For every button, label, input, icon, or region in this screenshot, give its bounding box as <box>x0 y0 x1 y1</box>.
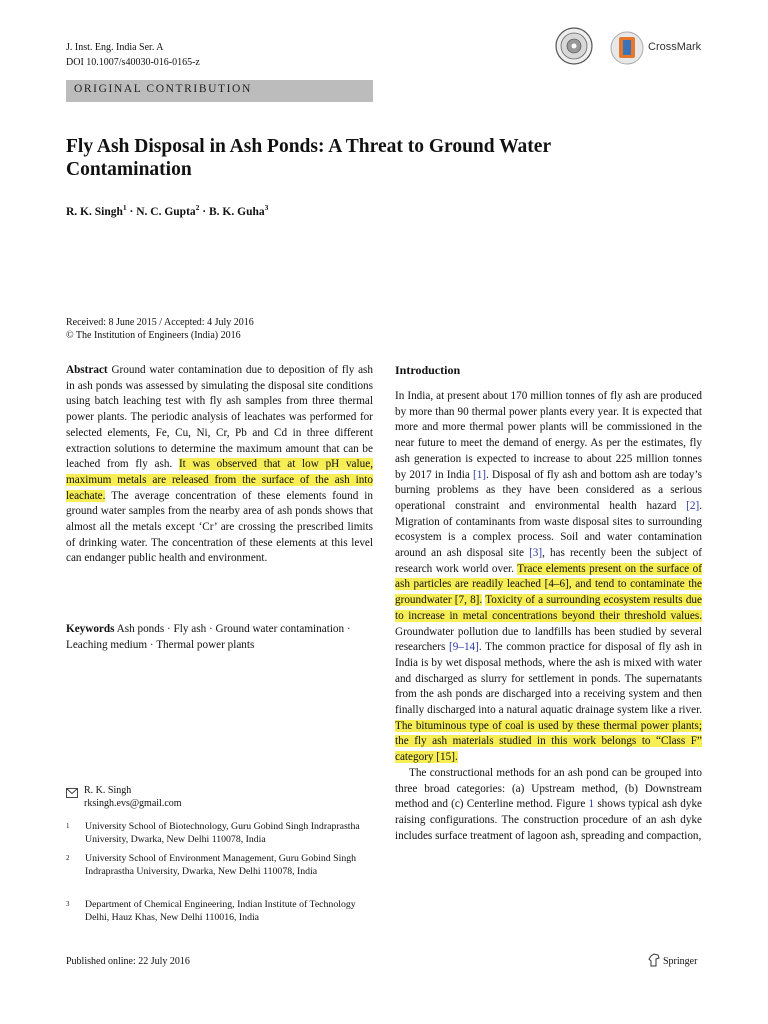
institution-seal-icon <box>555 27 593 65</box>
citation-link[interactable]: [9–14] <box>449 641 479 654</box>
doi[interactable]: DOI 10.1007/s40030-016-0165-z <box>66 57 200 68</box>
affiliation-number: 3 <box>66 900 70 908</box>
author-2[interactable]: N. C. Gupta <box>136 205 196 218</box>
intro-highlight: The bituminous type of coal is used by these thermal power plants; the fly ash materials studied in this work belongs to “Class F” category [15]. <box>395 719 702 764</box>
keywords <box>66 622 373 653</box>
author-separator: · <box>199 205 210 218</box>
author-list <box>66 203 268 218</box>
affiliation-1 <box>66 821 366 846</box>
author-1[interactable]: R. K. Singh <box>66 205 123 218</box>
introduction-body <box>395 389 702 844</box>
article-title <box>66 135 686 181</box>
section-label: ORIGINAL CONTRIBUTION <box>74 83 252 95</box>
figure-link[interactable]: 1 <box>588 798 595 811</box>
publisher-name: Springer <box>663 956 698 967</box>
introduction-paragraph-2 <box>395 766 702 845</box>
author-3[interactable]: B. K. Guha <box>209 205 265 218</box>
intro-text: The constructional methods for an ash pond can be grouped into three broad categories: (a) Upstream method, (b) Downstream method and (c) Centerline method. Figure <box>395 766 702 811</box>
copyright-line: © The Institution of Engineers (India) 2016 <box>66 330 241 341</box>
intro-text: Groundwater pollution due to landfills has been studied by several researchers <box>395 625 702 654</box>
intro-text: . Disposal of fly ash and bottom ash are today’s burning problems as they have been considered as a serious operational constraint and environmental health hazard <box>395 468 702 512</box>
intro-highlight: Toxicity of a surrounding ecosystem results due to increase in metal concentrations beyond their threshold values. <box>395 594 702 622</box>
springer-horse-icon <box>648 953 660 967</box>
journal-name: J. Inst. Eng. India Ser. A <box>66 42 164 53</box>
citation-link[interactable]: [2] <box>686 499 700 512</box>
introduction-heading: Introduction <box>395 363 461 377</box>
abstract-text-1: Ground water contamination due to deposition of fly ash in ash ponds was assessed by simulating the disposal site conditions using batch leaching test with fly ash samples from three thermal power plants. The periodic analysis of leachates was performed for selected elements, Fe, Cu, Ni, Cr, Pb and Cd in three different extraction solutions to determine the maximum amount that can be leached from fly ash. <box>66 364 374 471</box>
crossmark-icon[interactable] <box>610 30 644 66</box>
affiliation-text: University School of Environment Management, Guru Gobind Singh Indraprastha University, Dwarka, New Delhi 110078, India <box>85 853 357 877</box>
author-2-affiliation: 2 <box>195 203 200 212</box>
affiliation-number: 1 <box>66 822 70 830</box>
intro-highlight: Trace elements present on the surface of ash particles are readily leached [4–6], and tend to contaminate the groundwater [7, 8]. <box>395 562 702 607</box>
intro-text: . The common practice for disposal of fly ash in India is by wet disposal methods, where the ash is mixed with water and discharged as slurry for settlement in ponds. The supernatants from the ash ponds are discharged into a receiving system and then finally discharged into a natural aquatic drainage system like a river. <box>395 641 702 717</box>
section-label-strip <box>66 80 373 102</box>
corresponding-author-email[interactable]: rksingh.evs@gmail.com <box>84 798 182 809</box>
author-3-affiliation: 3 <box>264 203 269 212</box>
keywords-label: Keywords <box>66 623 115 635</box>
author-separator: · <box>126 205 137 218</box>
affiliation-2 <box>66 853 366 878</box>
corresponding-author-name: R. K. Singh <box>84 785 132 796</box>
intro-text: In India, at present about 170 million tonnes of fly ash are produced by more than 90 thermal power plants every year. It is expected that more and more thermal power plants will be commissioned in the near future to meet the demand of energy. As per the estimates, fly ash generation is expected to increase to about 225 million tonnes by 2017 in India <box>395 390 702 481</box>
intro-text: . Migration of contaminants from waste disposal sites to surrounding ecosystem is a complex process. Soil and water contamination around an ash disposal site <box>395 499 702 560</box>
keywords-text: Ash ponds · Fly ash · Ground water contamination · Leaching medium · Thermal power plants <box>66 623 351 651</box>
affiliation-number: 2 <box>66 854 70 862</box>
author-1-affiliation: 1 <box>122 203 127 212</box>
crossmark-label[interactable]: CrossMark <box>648 41 702 53</box>
abstract-text-2: The average concentration of these elements found in ground water samples from the nearby area of ash ponds shows that almost all the metals except ‘Cr’ are crossing the prescribed limits of drinking water. The concentration of these elements at this level can endanger public health and environment. <box>66 489 373 565</box>
introduction-paragraph-1 <box>395 389 702 766</box>
citation-link[interactable]: [1] <box>472 468 487 481</box>
affiliation-3 <box>66 899 366 924</box>
published-date: Published online: 22 July 2016 <box>66 956 190 967</box>
intro-text: , has recently been the subject of research work world over. <box>395 547 703 575</box>
title-line-1: Fly Ash Disposal in Ash Ponds: A Threat to Ground Water <box>66 136 552 157</box>
abstract <box>66 363 373 567</box>
affiliation-text: Department of Chemical Engineering, Indian Institute of Technology Delhi, Hauz Khas, New Delhi 110016, India <box>85 899 356 923</box>
abstract-label: Abstract <box>66 364 108 376</box>
received-accepted-dates: Received: 8 June 2015 / Accepted: 4 July 2016 <box>66 317 254 328</box>
citation-link[interactable]: [3] <box>529 547 543 560</box>
affiliation-text: University School of Biotechnology, Guru Gobind Singh Indraprastha University, Dwarka, New Delhi 110078, India <box>85 821 360 845</box>
envelope-icon <box>66 785 78 795</box>
intro-text: shows typical ash dyke raising configurations. The construction procedure of an ash dyke includes surface treatment of lagoon ash, spreading and compaction, <box>395 798 702 842</box>
abstract-highlight: It was observed that at low pH value, maximum metals are released from the surface of the ash into leachate. <box>66 458 373 502</box>
title-line-2: Contamination <box>66 159 192 180</box>
